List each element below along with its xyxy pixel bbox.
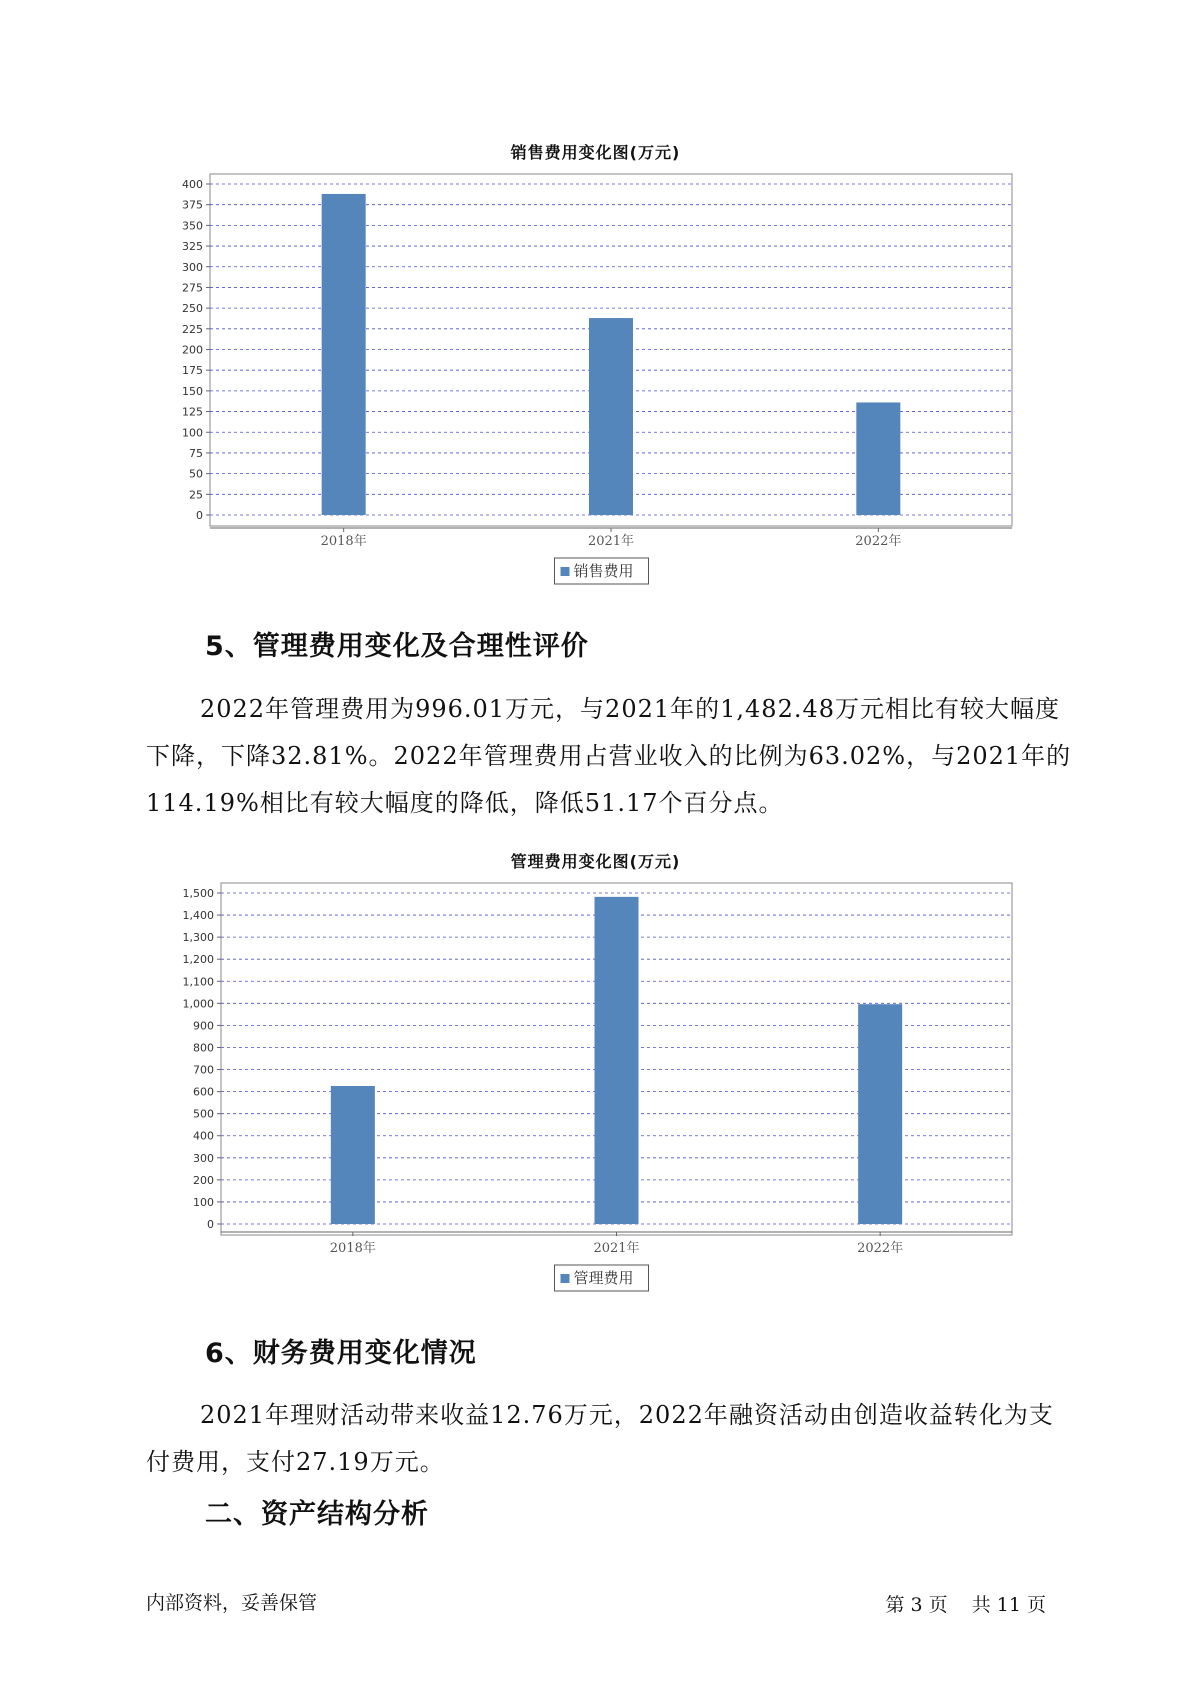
admin-expense-chart	[0, 849, 1191, 1309]
y-tick-label: 1,000	[182, 997, 214, 1011]
legend-swatch	[561, 567, 570, 576]
x-tick-label: 2021年	[593, 1241, 640, 1256]
y-tick-label: 125	[182, 405, 203, 419]
y-tick-label: 400	[193, 1129, 214, 1143]
y-tick-label: 275	[182, 281, 203, 295]
y-tick-label: 1,200	[182, 953, 214, 967]
page-unit: 页	[928, 1594, 948, 1616]
y-tick-label: 200	[193, 1173, 214, 1187]
bar	[589, 318, 633, 515]
x-tick-label: 2018年	[320, 534, 367, 549]
y-tick-label: 300	[182, 260, 203, 274]
x-tick-label: 2021年	[587, 534, 635, 549]
y-tick-label: 75	[189, 446, 203, 460]
y-tick-label: 0	[196, 509, 203, 522]
x-tick-label: 2018年	[329, 1241, 376, 1256]
sales-expense-chart-svg	[0, 140, 1191, 600]
y-tick-label: 1,500	[182, 887, 214, 900]
y-tick-label: 25	[189, 488, 203, 502]
y-tick-label: 0	[207, 1218, 214, 1231]
section-5-heading: 5、管理费用变化及合理性评价	[205, 631, 589, 662]
page-prefix: 第	[885, 1594, 905, 1616]
y-tick-label: 375	[182, 198, 203, 212]
bar	[858, 1004, 902, 1224]
legend-label: 管理费用	[573, 1269, 634, 1287]
total-prefix: 共	[971, 1594, 991, 1616]
y-tick-label: 1,300	[182, 931, 214, 945]
y-tick-label: 900	[193, 1019, 214, 1033]
y-tick-label: 1,100	[182, 975, 214, 989]
section-2-heading: 二、资产结构分析	[205, 1499, 429, 1530]
x-tick-label: 2022年	[855, 534, 902, 549]
legend-label: 销售费用	[573, 562, 634, 580]
section-6-heading: 6、财务费用变化情况	[205, 1338, 477, 1369]
x-tick-label: 2022年	[857, 1241, 904, 1256]
bar	[331, 1086, 375, 1224]
y-tick-label: 225	[182, 322, 203, 336]
y-tick-label: 175	[182, 364, 203, 378]
y-tick-label: 1,400	[182, 909, 214, 923]
y-tick-label: 300	[193, 1151, 214, 1165]
total-unit: 页	[1026, 1594, 1046, 1616]
y-tick-label: 325	[182, 240, 203, 254]
y-tick-label: 100	[193, 1195, 214, 1209]
y-tick-label: 800	[193, 1041, 214, 1055]
section-5-paragraph: 2022年管理费用为996.01万元，与2021年的1,482.48万元相比有较大幅度下降，下降32.81%。2022年管理费用占营业收入的比例为63.02%，与2021年的114.19%相比有较大幅度的降低，降低51.17个百分点。	[146, 695, 1072, 817]
y-tick-label: 50	[189, 467, 203, 481]
y-tick-label: 100	[182, 426, 203, 440]
y-tick-label: 350	[182, 219, 203, 233]
footer-confidential-note: 内部资料，妥善保管	[146, 1592, 318, 1614]
y-tick-label: 200	[182, 343, 203, 357]
total-pages: 11	[996, 1594, 1021, 1616]
chart-title: 管理费用变化图(万元)	[510, 852, 681, 871]
page-number: 3	[910, 1594, 923, 1616]
bar	[595, 897, 639, 1224]
y-tick-label: 600	[193, 1085, 214, 1099]
y-tick-label: 250	[182, 302, 203, 316]
section-6-paragraph: 2021年理财活动带来收益12.76万元，2022年融资活动由创造收益转化为支付费用，支付27.19万元。	[146, 1401, 1054, 1476]
bar	[322, 194, 366, 515]
y-tick-label: 400	[182, 178, 203, 191]
chart-title: 销售费用变化图(万元)	[510, 143, 681, 162]
footer-page-number	[883, 1590, 1049, 1617]
y-tick-label: 150	[182, 384, 203, 398]
sales-expense-chart	[0, 140, 1191, 600]
bar	[856, 402, 900, 515]
legend-swatch	[561, 1274, 570, 1283]
y-tick-label: 500	[193, 1107, 214, 1121]
admin-expense-chart-svg	[0, 849, 1191, 1309]
y-tick-label: 700	[193, 1063, 214, 1077]
